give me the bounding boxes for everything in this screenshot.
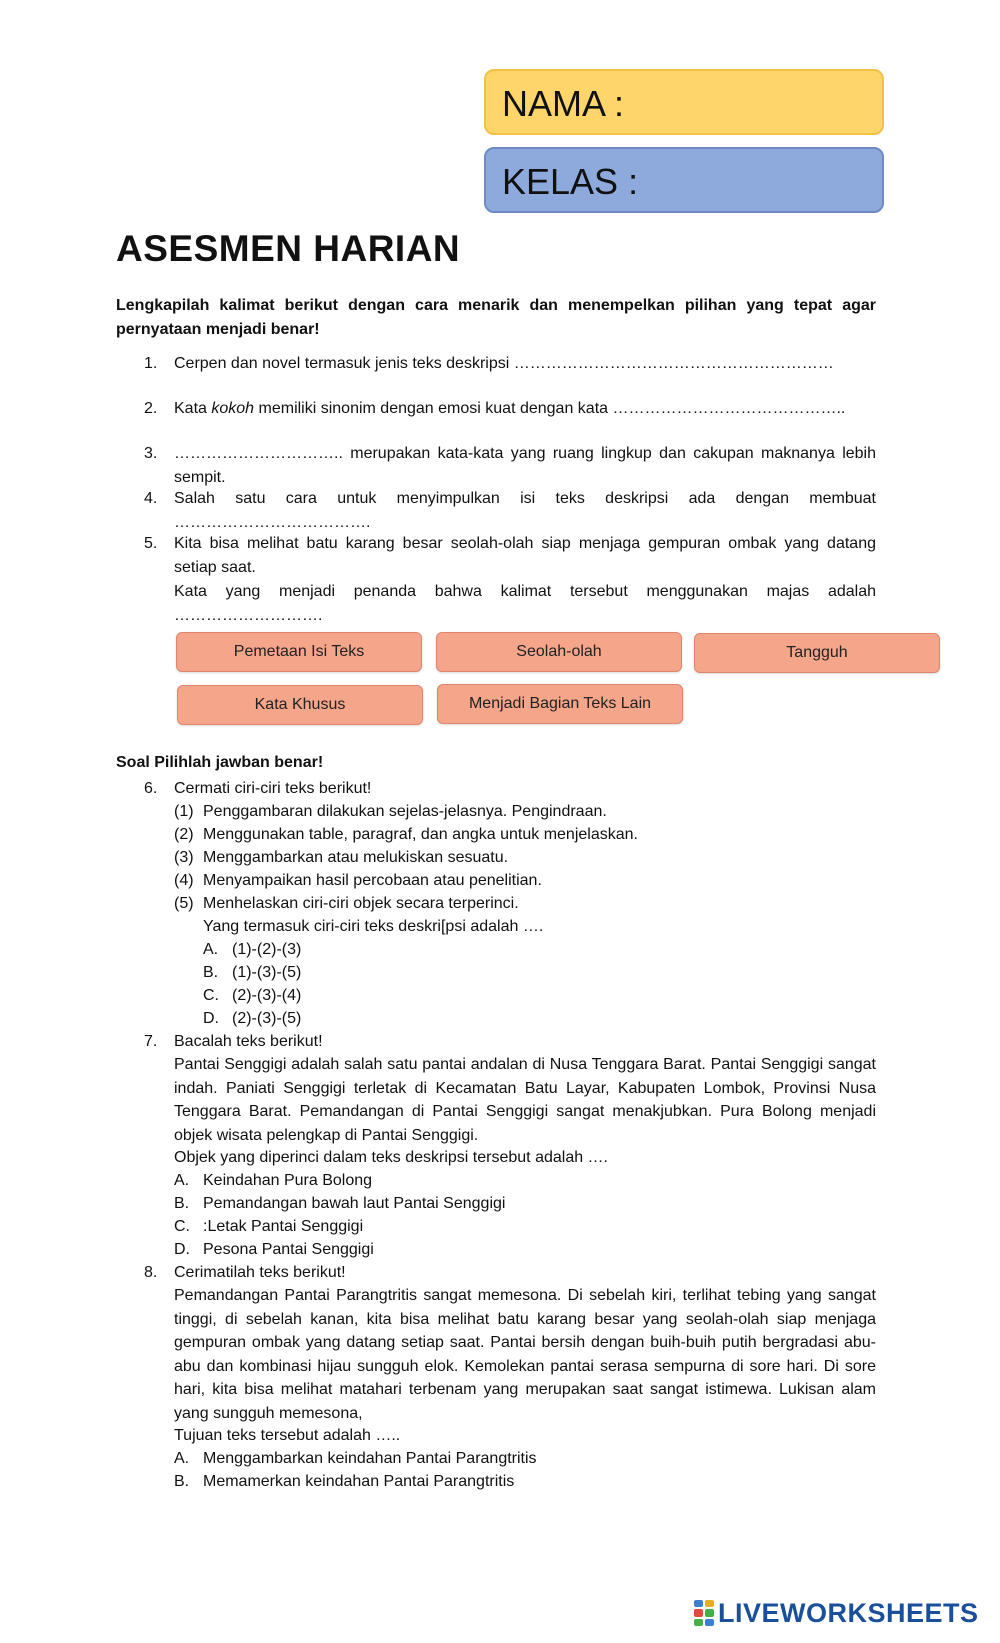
option-chip-kata-khusus[interactable]: Kata Khusus [177, 685, 423, 725]
question-number: 3. [144, 445, 158, 462]
criteria-text: Menhelaskan ciri-ciri objek secara terperinci. [203, 895, 519, 912]
question-number: 4. [144, 490, 158, 507]
criteria-number: (1) [174, 803, 194, 820]
question-stem: Cerimatilah teks berikut! [174, 1264, 346, 1281]
criteria-number: (2) [174, 826, 194, 843]
choice-letter[interactable]: D. [203, 1010, 219, 1027]
fill-question-3 [144, 442, 876, 490]
criteria-text: Menyampaikan hasil percobaan atau penelitian. [203, 872, 542, 889]
criteria-number: (4) [174, 872, 194, 889]
question-text: Kita bisa melihat batu karang besar seolah-olah siap menjaga gempuran ombak yang datang setiap saat. [174, 535, 876, 576]
emphasis-word: kokoh [211, 400, 255, 417]
answer-blank-3[interactable]: ………………………….. [174, 445, 351, 462]
choice-text[interactable]: Pemandangan bawah laut Pantai Senggigi [203, 1195, 506, 1212]
choice-text[interactable]: Menggambarkan keindahan Pantai Parangtritis [203, 1450, 537, 1467]
choice-letter[interactable]: A. [174, 1450, 190, 1467]
question-stem: Cermati ciri-ciri teks berikut! [174, 780, 372, 797]
question-number: 1. [144, 355, 158, 372]
question-number: 6. [144, 780, 158, 797]
choice-text[interactable]: (1)-(2)-(3) [232, 941, 302, 958]
choice-letter[interactable]: A. [203, 941, 219, 958]
answer-blank-2[interactable]: …………………………………….. [612, 400, 846, 417]
reading-passage: Pemandangan Pantai Parangtritis sangat memesona. Di sebelah kiri, terlihat tebing yang sangat tinggi, di sebelah kanan, kita bisa melihat batu karang besar yang seolah-olah siap menjaga gempuran ombak yang datang setiap saat. Pantai bersih dengan buih-buih putih bergradasi abu-abu dan kombinasi hijau sungguh elok. Kemolekan pantai serasa sempurna di sore hari. Di sore hari, kita bisa melihat matahari terbenam yang merupakan saat sangat istimewa. Lukisan alam yang sungguh memesona, [174, 1287, 876, 1422]
question-text: Kata yang menjadi penanda bahwa kalimat tersebut menggunakan majas adalah [174, 583, 876, 600]
question-stem: Bacalah teks berikut! [174, 1033, 323, 1050]
criteria-number: (5) [174, 895, 194, 912]
instruction-text: Lengkapilah kalimat berikut dengan cara menarik dan menempelkan pilihan yang tepat agar pernyataan menjadi benar! [116, 297, 876, 338]
choice-letter[interactable]: C. [174, 1218, 190, 1235]
choice-letter[interactable]: B. [174, 1195, 190, 1212]
fill-question-5 [144, 532, 876, 628]
choice-text[interactable]: Pesona Pantai Senggigi [203, 1241, 374, 1258]
choice-letter[interactable]: A. [174, 1172, 190, 1189]
choice-text[interactable]: Keindahan Pura Bolong [203, 1172, 373, 1189]
choice-text[interactable]: (2)-(3)-(5) [232, 1010, 302, 1027]
choice-text[interactable]: (1)-(3)-(5) [232, 964, 302, 981]
option-chip-seolah-olah[interactable]: Seolah-olah [436, 632, 682, 672]
criteria-text: Penggambaran dilakukan sejelas-jelasnya. Pengindraan. [203, 803, 607, 820]
question-number: 7. [144, 1033, 158, 1050]
criteria-number: (3) [174, 849, 194, 866]
question-text: Cerpen dan novel termasuk jenis teks deskripsi [174, 355, 514, 372]
choice-text[interactable]: Memamerkan keindahan Pantai Parangtritis [203, 1473, 515, 1490]
mc-section-title: Soal Pilihlah jawban benar! [116, 754, 324, 771]
question-text: Kata [174, 400, 212, 417]
option-chip-menjadi-bagian-teks-lain[interactable]: Menjadi Bagian Teks Lain [437, 684, 683, 724]
fill-question-2 [144, 397, 876, 421]
kelas-field[interactable]: KELAS : [484, 147, 884, 213]
choice-letter[interactable]: D. [174, 1241, 190, 1258]
page-title: ASESMEN HARIAN [116, 228, 461, 269]
question-text: Salah satu cara untuk menyimpulkan isi teks deskripsi ada dengan membuat [174, 490, 876, 507]
choice-letter[interactable]: B. [203, 964, 219, 981]
reading-passage: Pantai Senggigi adalah salah satu pantai andalan di Nusa Tenggara Barat. Pantai Senggigi sangat indah. Paniati Senggigi terletak di Kecamatan Batu Layar, Kabupaten Lombok, Provinsi Nusa Tenggara Barat. Pemandangan di Pantai Senggigi sangat menakjubkan. Pura Bolong menjadi objek wisata pelengkap di Pantai Senggigi. [174, 1056, 876, 1144]
question-number: 5. [144, 535, 158, 552]
liveworksheets-logo [694, 1596, 979, 1630]
answer-blank-5[interactable]: ………………………. [174, 607, 323, 624]
choice-letter[interactable]: B. [174, 1473, 190, 1490]
answer-blank-1[interactable]: …………………………………………………… [513, 355, 834, 372]
logo-text: LIVEWORKSHEETS [718, 1597, 979, 1628]
criteria-text: Menggambarkan atau melukiskan sesuatu. [203, 849, 509, 866]
question-prompt: Tujuan teks tersebut adalah ….. [174, 1427, 401, 1444]
fill-question-1 [144, 352, 876, 376]
answer-blank-4[interactable]: ………………………………. [174, 514, 371, 531]
nama-field[interactable]: NAMA : [484, 69, 884, 135]
question-number: 2. [144, 400, 158, 417]
criteria-text: Menggunakan table, paragraf, dan angka untuk menjelaskan. [203, 826, 638, 843]
question-prompt: Yang termasuk ciri-ciri teks deskri[psi adalah …. [203, 918, 544, 935]
option-chip-tangguh[interactable]: Tangguh [694, 633, 940, 673]
choice-letter[interactable]: C. [203, 987, 219, 1004]
fill-question-4 [144, 487, 876, 535]
option-chip-pemetaan-isi-teks[interactable]: Pemetaan Isi Teks [176, 632, 422, 672]
question-text: merupakan kata-kata yang ruang lingkup dan cakupan maknanya lebih sempit. [174, 445, 876, 486]
choice-text[interactable]: :Letak Pantai Senggigi [203, 1218, 364, 1235]
liveworksheets-logo-icon [694, 1600, 714, 1626]
choice-text[interactable]: (2)-(3)-(4) [232, 987, 302, 1004]
question-prompt: Objek yang diperinci dalam teks deskripsi tersebut adalah …. [174, 1149, 608, 1166]
question-number: 8. [144, 1264, 158, 1281]
question-text: memiliki sinonim dengan emosi kuat dengan kata [254, 400, 613, 417]
